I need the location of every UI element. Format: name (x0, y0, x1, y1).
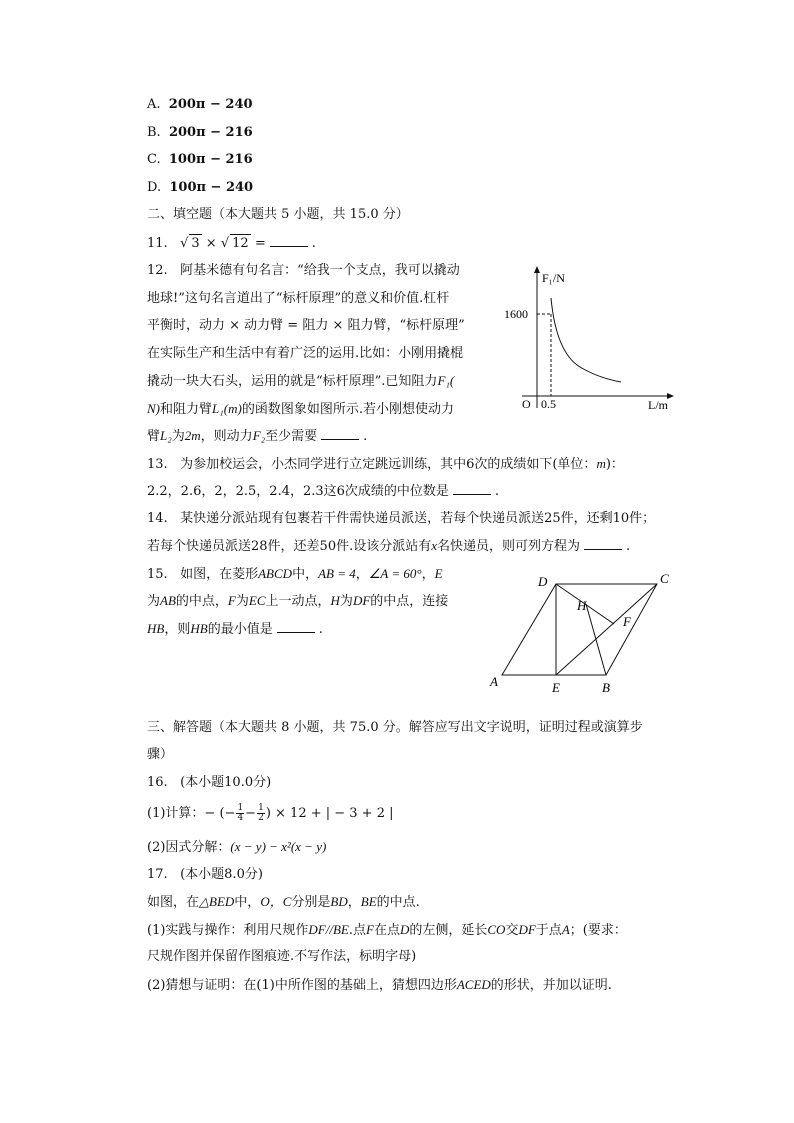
label-a: A (490, 674, 498, 689)
question-17-line-4: (2)猜想与证明：在(1)中所作图的基础上，猜想四边形ACED的形状，并加以证明. (147, 977, 612, 993)
answer-blank (277, 620, 315, 633)
label-h: H (577, 598, 587, 613)
label-e: E (552, 680, 560, 695)
inverse-function-graph (500, 258, 680, 418)
x-axis-arrow (667, 393, 674, 399)
label-c: C (660, 571, 669, 586)
fraction-one-half: $\frac{1}{2}$ (258, 803, 264, 823)
fraction-one-quarter: $\frac{1}{4}$ (237, 803, 244, 823)
question-17-line-1: 如图，在△BED中，O，C分别是BD，BE的中点. (147, 894, 420, 910)
question-11: 11. √ 3 × √ 12 = . (147, 236, 316, 251)
question-16-part-1: (1)计算：− (− $\frac{1}{4}$ − $\frac{1}{2}$ ) × 12 + | − 3 + 2 | (147, 803, 394, 823)
segment-ec (556, 584, 657, 675)
question-16-header: 16. (本小题10.0分) (147, 775, 272, 790)
label-b: B (602, 680, 610, 695)
question-13-line-1: 13. 为参加校运会，小杰同学进行立定跳远训练，其中6次的成绩如下(单位：m)： (147, 456, 624, 472)
question-14-line-1: 14. 某快递分派站现有包裹若干件需快递员派送，若每个快递员派送25件，还剩10件； (147, 511, 656, 526)
origin-label: O (522, 397, 531, 411)
question-17-header: 17. (本小题8.0分) (147, 867, 263, 882)
label-d: D (538, 574, 548, 589)
question-12-line-6: N)和阻力臂L₁(m)的函数图象如图所示.若小刚想使动力 (147, 401, 454, 417)
answer-blank (321, 427, 359, 440)
question-12-line-2: 地球!”这句名言道出了“标杆原理”的意义和价值.杠杆 (147, 291, 450, 306)
question-12-line-7: 臂L₂为2m，则动力F₂至少需要 . (147, 428, 368, 444)
question-17-line-3: 尺规作图并保留作图痕迹.不写作法，标明字母) (147, 949, 417, 964)
label-f: F (623, 614, 631, 629)
question-12-line-1: 12. 阿基米德有句名言：“给我一个支点，我可以撬动 (147, 263, 460, 278)
segment-hb (586, 604, 606, 675)
question-12-line-5: 撬动一块大石头，运用的就是“标杆原理”.已知阻力F₁( (147, 373, 455, 389)
section-2-heading: 二、填空题（本大题共 5 小题，共 15.0 分） (147, 207, 409, 222)
section-3-heading-line-2: 骤） (147, 747, 174, 762)
y-tick-label: 1600 (504, 307, 528, 321)
question-16-part-2: (2)因式分解：(x − y) − x²(x − y) (147, 839, 327, 855)
inverse-curve (551, 298, 621, 382)
choice-c: C. 100π − 216 (147, 152, 253, 167)
answer-blank (453, 482, 491, 495)
x-axis-label: L/m (648, 398, 668, 412)
rhombus-figure (484, 568, 684, 698)
y-axis-label: F₁/N (542, 271, 565, 285)
question-17-line-2: (1)实践与操作：利用尺规作DF//BE.点F在点D的左侧，延长CO交DF于点A；(要求： (147, 922, 627, 938)
section-3-heading-line-1: 三、解答题（本大题共 8 小题，共 75.0 分。解答应写出文字说明，证明过程或演算步 (147, 720, 643, 735)
question-12-line-4: 在实际生产和生活中有着广泛的运用.比如：小刚用撬棍 (147, 346, 464, 361)
y-axis-arrow (534, 266, 540, 273)
choice-a: A. 200π − 240 (147, 97, 253, 112)
question-15-line-1: 15. 如图，在菱形ABCD中，AB = 4，∠A = 60°，E (147, 566, 443, 582)
question-12-line-3: 平衡时，动力 × 动力臂 = 阻力 × 阻力臂，“标杆原理” (147, 318, 465, 333)
answer-blank (584, 537, 622, 550)
choice-d: D. 100π − 240 (147, 180, 254, 195)
choice-b: B. 200π − 216 (147, 125, 253, 140)
x-tick-label: 0.5 (541, 397, 556, 411)
question-15-line-3: HB，则HB的最小值是 . (147, 621, 323, 637)
answer-blank (270, 234, 308, 247)
question-15-line-2: 为AB的中点，F为EC上一动点，H为DF的中点，连接 (147, 593, 449, 609)
question-14-line-2: 若每个快递员派送28件，还差50件.设该分派站有x名快递员，则可列方程为 . (147, 538, 631, 554)
question-13-line-2: 2.2，2.6，2，2.5，2.4，2.3这6次成绩的中位数是 . (147, 484, 500, 499)
